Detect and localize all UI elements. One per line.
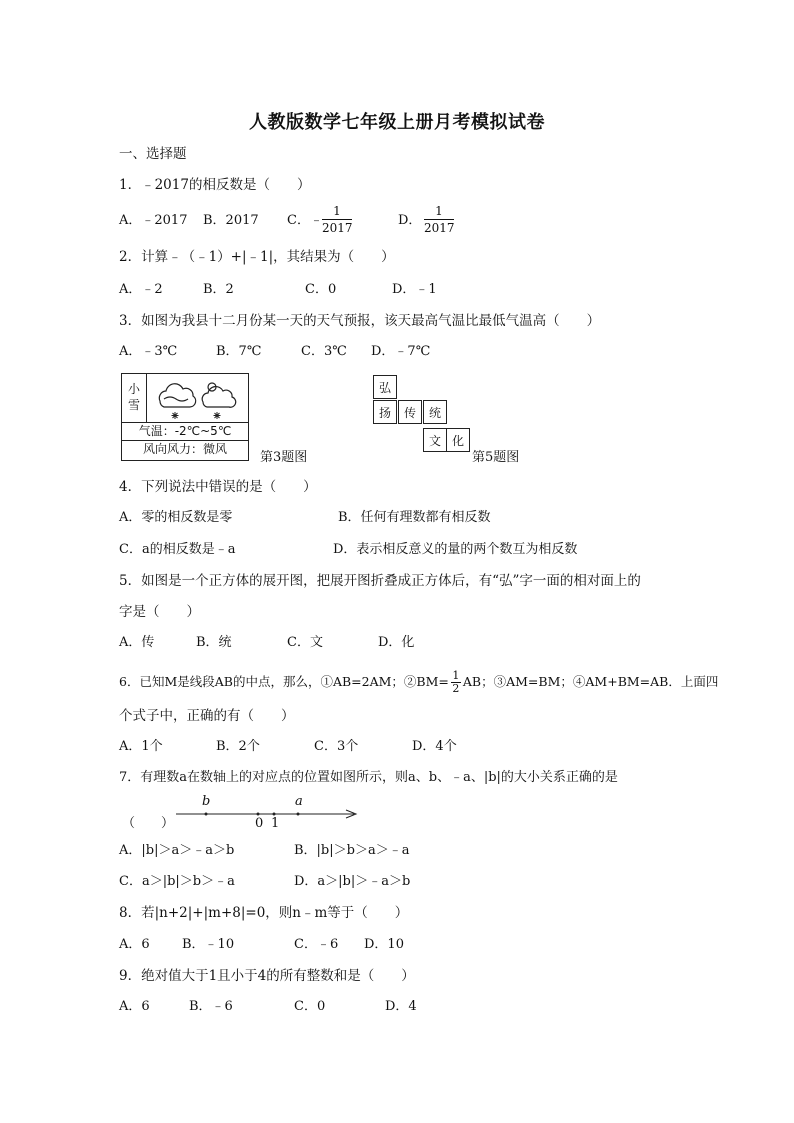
q6-stem-part-2: AB；③AM=BM；④AM+BM=AB．上面四 (462, 674, 719, 689)
q1-option-c-fraction (322, 204, 352, 235)
q6-option-d: D．4个 (412, 739, 457, 754)
question-5-stem-line-1: 5．如图是一个正方体的展开图，把展开图折叠成正方体后，有“弘”字一面的相对面上的 (119, 573, 641, 589)
question-3-stem: 3．如图为我县十二月份某一天的天气预报，该天最高气温比最低气温高（ ） (119, 313, 601, 329)
cube-net-cell: 化 (446, 428, 470, 452)
q7-option-d: D．a＞|b|＞﹣a＞b (294, 874, 411, 889)
q9-option-d: D．4 (385, 999, 417, 1014)
q6-stem-part-1: 6．已知M是线段AB的中点，那么，①AB=2AM；②BM= (119, 674, 449, 689)
q4-option-b: B．任何有理数都有相反数 (338, 510, 491, 525)
weather-label-line-2: 雪 (127, 398, 140, 412)
q3-option-a: A．﹣3℃ (119, 344, 178, 359)
q7-option-b: B．|b|＞b＞a＞﹣a (294, 843, 410, 858)
q2-option-c: C．0 (305, 282, 337, 297)
q8-option-a: A．6 (119, 937, 150, 952)
q1-option-d: D． (398, 213, 422, 228)
q4-option-d: D．表示相反意义的量的两个数互为相反数 (333, 542, 578, 557)
q7-option-c: C．a＞|b|＞b＞﹣a (119, 874, 235, 889)
question-8-stem: 8．若|n+2|+|m+8|=0，则n﹣m等于（ ） (119, 905, 409, 921)
section-heading: 一、选择题 (119, 146, 187, 162)
point-b-marker (205, 813, 208, 816)
document-title: 人教版数学七年级上册月考模拟试卷 (249, 112, 545, 133)
number-line-figure (170, 792, 360, 832)
q3-option-d: D．﹣7℃ (371, 344, 431, 359)
q3-option-c: C．3℃ (301, 344, 347, 359)
question-7-stem-line-1: 7．有理数a在数轴上的对应点的位置如图所示，则a、b、﹣a、|b|的大小关系正确的是 (119, 770, 618, 785)
weather-label-line-1: 小 (127, 382, 140, 396)
q5-option-a: A．传 (119, 635, 155, 650)
q4-option-c: C．a的相反数是﹣a (119, 542, 236, 557)
q2-option-b: B．2 (203, 282, 234, 297)
point-a-marker (297, 813, 300, 816)
snow-cloud-icon (154, 379, 244, 421)
q2-option-a: A．﹣2 (119, 282, 163, 297)
q2-option-d: D．﹣1 (392, 282, 437, 297)
fraction-denominator: 2017 (424, 221, 455, 235)
number-line-label-a: a (295, 794, 303, 809)
q5-option-b: B．统 (196, 635, 232, 650)
cube-net-cell: 扬 (373, 400, 397, 424)
question-6-stem-line-1 (119, 670, 718, 695)
q9-option-b: B．﹣6 (189, 999, 233, 1014)
number-line-label-1: 1 (271, 816, 280, 831)
q5-option-d: D．化 (378, 635, 415, 650)
q9-option-a: A．6 (119, 999, 150, 1014)
number-line-label-b: b (202, 794, 211, 809)
q8-option-b: B．﹣10 (182, 937, 235, 952)
number-line-label-0: 0 (255, 816, 264, 831)
question-9-stem: 9．绝对值大于1且小于4的所有整数和是（ ） (119, 968, 415, 984)
q8-option-c: C．﹣6 (294, 937, 339, 952)
question-7-answer-paren: （ ） (122, 816, 175, 831)
q1-option-d-fraction (424, 204, 454, 235)
weather-forecast-figure (121, 373, 249, 461)
weather-label (122, 381, 146, 413)
q3-option-b: B．7℃ (216, 344, 262, 359)
fraction-denominator: 2017 (322, 221, 353, 235)
fraction-numerator: 1 (452, 669, 460, 682)
question-5-stem-line-2: 字是（ ） (119, 604, 200, 620)
q1-option-c: C．﹣ (287, 213, 323, 228)
q6-option-b: B．2个 (216, 739, 260, 754)
cube-net-cell: 统 (423, 400, 447, 424)
q1-option-a: A．﹣2017 (119, 213, 188, 228)
q6-fraction (451, 670, 461, 695)
q1-option-b: B．2017 (203, 213, 259, 228)
q7-option-a: A．|b|＞a＞﹣a＞b (119, 843, 235, 858)
cube-net-cell: 文 (423, 428, 447, 452)
cube-net-cell: 传 (398, 400, 422, 424)
question-4-stem: 4．下列说法中错误的是（ ） (119, 479, 317, 495)
figure-3-caption: 第3题图 (260, 450, 308, 465)
question-6-stem-line-2: 个式子中，正确的有（ ） (119, 708, 295, 724)
q8-option-d: D．10 (364, 937, 404, 952)
q5-option-c: C．文 (287, 635, 323, 650)
q6-option-c: C．3个 (314, 739, 359, 754)
cube-net-cell: 弘 (373, 375, 397, 399)
q9-option-c: C．0 (294, 999, 326, 1014)
fraction-numerator: 1 (333, 204, 341, 218)
q4-option-a: A．零的相反数是零 (119, 510, 233, 525)
fraction-denominator: 2 (452, 682, 460, 695)
question-1-stem: 1．﹣2017的相反数是（ ） (119, 177, 311, 193)
figure-5-caption: 第5题图 (472, 450, 520, 465)
question-2-stem: 2．计算﹣（﹣1）+|﹣1|，其结果为（ ） (119, 249, 395, 265)
fraction-numerator: 1 (435, 204, 443, 218)
weather-temperature: 气温：-2℃~5℃ (122, 422, 248, 440)
weather-wind: 风向风力：微风 (122, 440, 248, 458)
q6-option-a: A．1个 (119, 739, 163, 754)
